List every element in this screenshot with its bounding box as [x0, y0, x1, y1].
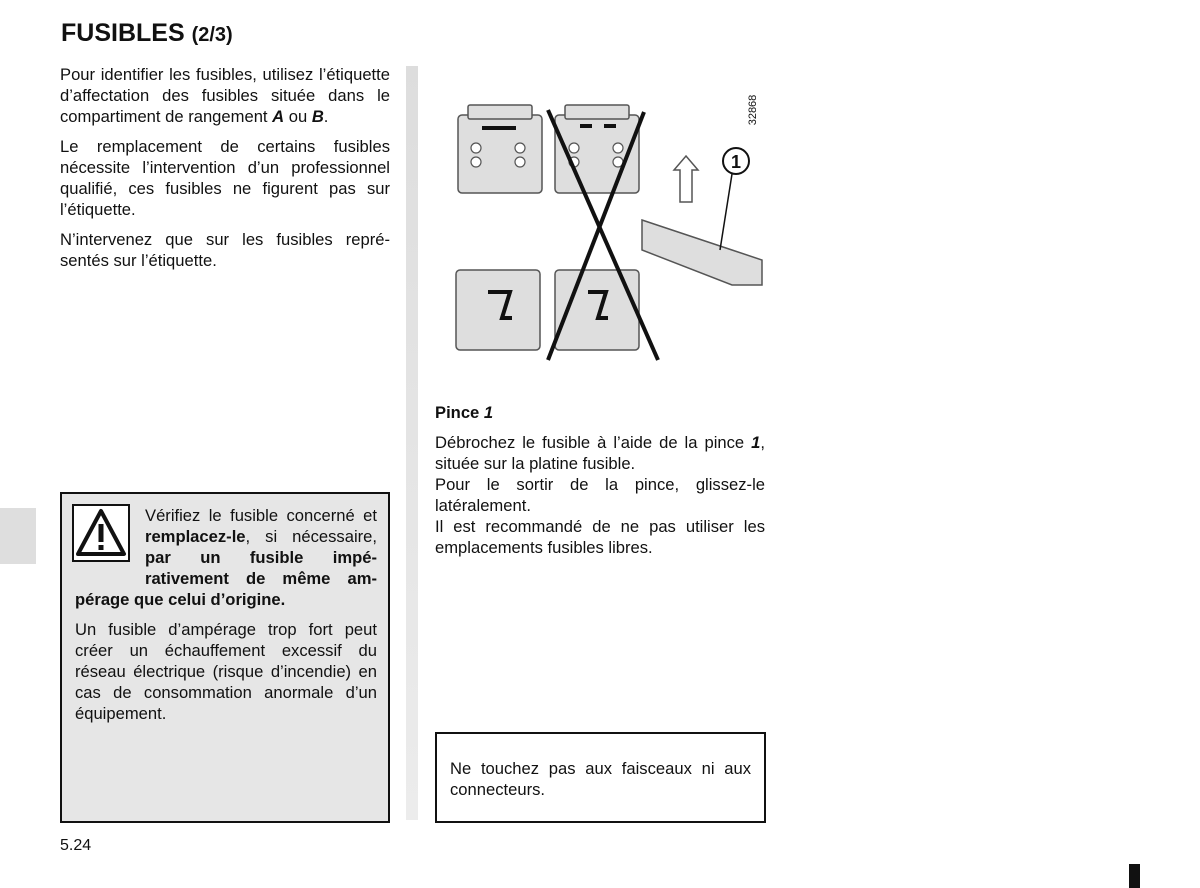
instruction-slide: Pour le sortir de la pince, glissez-le latéralement.: [435, 475, 765, 515]
figure-code: 32868: [747, 94, 759, 126]
page-corner-mark: [1129, 864, 1140, 888]
title-part: (2/3): [191, 24, 233, 46]
page-number: 5.24: [60, 837, 92, 854]
section-tab: [0, 508, 36, 564]
pince-heading: Pince 1: [435, 403, 494, 422]
warning-paragraph-2: Un fusible d’ampérage trop fort peut créer un échauffement excessif du réseau électrique (risque d’incendie) en cas de consommation anormale d’un équipement.: [75, 620, 377, 723]
left-column: [60, 64, 390, 280]
fuse-illustration: [432, 70, 768, 370]
paragraph-identify: Pour identifier les fusibles, utilisez l’étiquette d’affectation des fusibles située dans le compartiment de rangement A ou B.: [60, 65, 390, 126]
paragraph-professional: Le remplacement de certains fusibles nécessite l’intervention d’un professionnel qualifié, ces fusibles ne figurent pas sur l’étiquette.: [60, 137, 390, 219]
instruction-free-slots: Il est recommandé de ne pas utiliser les emplacements fusibles libres.: [435, 517, 765, 557]
ref-b: B: [311, 107, 324, 126]
column-divider: [406, 66, 418, 820]
instruction-unplug: Débrochez le fusible à l’aide de la pince 1, située sur la platine fusible.: [435, 433, 765, 473]
paragraph-label: N’intervenez que sur les fusibles représentés sur l’étiquette.: [60, 230, 390, 270]
ref-a: A: [272, 107, 285, 126]
warning-paragraph-1: Vérifiez le fusible concerné et remplacez-le, si nécessaire, par un fusible impérativement de même ampérage que celui d’origine.: [75, 506, 377, 609]
page-title: [61, 19, 233, 48]
note-text: Ne touchez pas aux faisceaux ni aux connecteurs.: [450, 759, 751, 799]
title-main: FUSIBLES: [61, 19, 185, 47]
note-box: [435, 732, 766, 823]
warning-text: [75, 505, 377, 733]
figure-callout: 1: [730, 152, 742, 172]
warning-box: [60, 492, 390, 823]
right-column: [435, 402, 765, 558]
